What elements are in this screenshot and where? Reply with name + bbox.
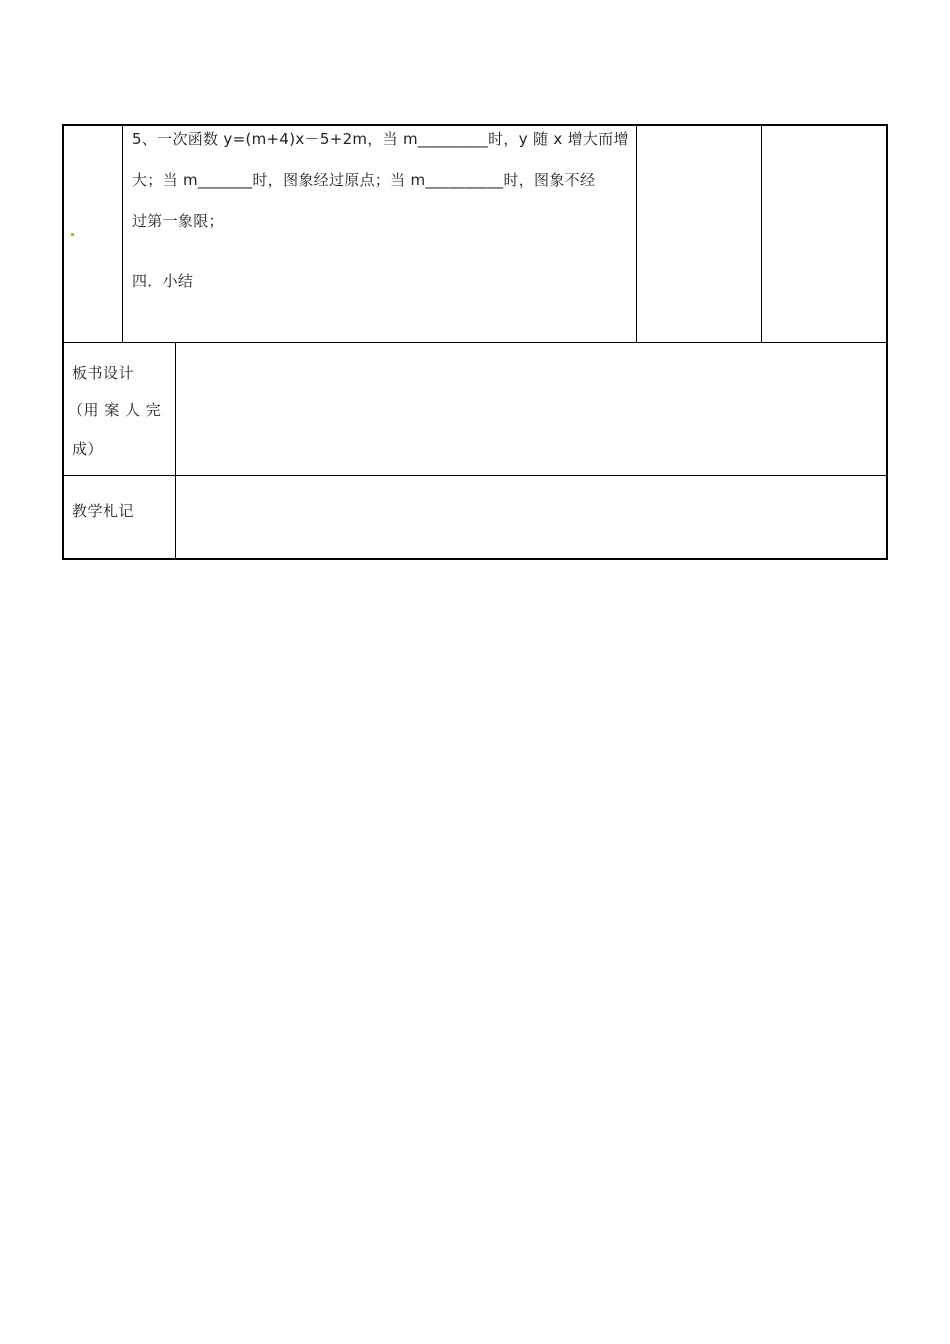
content-row-col2 (123, 124, 637, 343)
content-row-col3 (637, 124, 762, 343)
board-design-label-2: （用 案 人 完 (68, 401, 162, 419)
content-row-col4 (762, 124, 888, 343)
exercise-line-3: 过第一象限； (132, 212, 224, 230)
exercise-line-2: 大；当 m_______时，图象经过原点；当 m__________时，图象不经 (132, 171, 596, 189)
teaching-notes-label-cell (62, 475, 176, 560)
board-design-label-1: 板书设计 (72, 364, 135, 382)
teaching-notes-label: 教学札记 (72, 502, 135, 520)
content-row-col1 (62, 124, 123, 343)
exercise-line-1: 5、一次函数 y=(m+4)x－5+2m，当 m_________时，y 随 x 增大而增 (132, 130, 629, 148)
board-design-label-cell (62, 342, 176, 476)
board-design-label-3: 成） (72, 440, 104, 458)
board-design-content-cell (176, 342, 888, 476)
teaching-notes-content-cell (176, 475, 888, 560)
marker-dot (71, 233, 74, 236)
summary-heading: 四．小结 (132, 272, 194, 290)
